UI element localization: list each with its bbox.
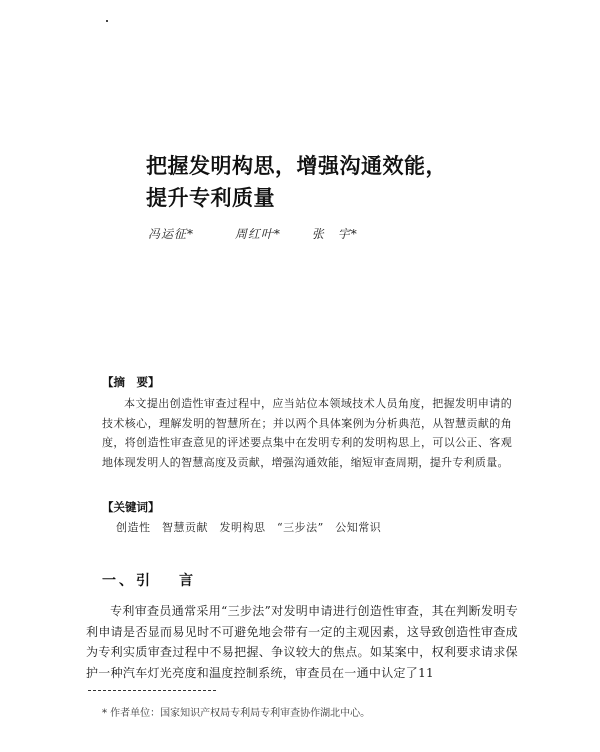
author-2: 周红叶* — [234, 227, 281, 241]
author-list — [148, 225, 358, 242]
author-1: 冯运征* — [148, 227, 195, 241]
abstract-text: 本文提出创造性审查过程中，应当站位本领域技术人员角度，把握发明申请的技术核心，理解发明的智慧所在；并以两个具体案例为分析典范，从智慧贡献的角度，将创造性审查意见的评述要点集中在发明专利的发明构思上，可以公正、客观地体现发明人的智慧高度及贡献，增强沟通效能，缩短审查周期，提升专利质量。 — [102, 397, 512, 469]
paper-title-line-1: 把握发明构思，增强沟通效能， — [146, 154, 447, 178]
paper-title-line-2: 提升专利质量 — [146, 186, 275, 210]
body-paragraph: 专利审查员通常采用“三步法”对发明申请进行创造性审查，其在判断发明专利申请是否显而易见时不可避免地会带有一定的主观因素，这导致创造性审查成为专利实质审查过程中不易把握、争议较大的焦点。如某案中，权利要求请求保护一种汽车灯光亮度和温度控制系统，审查员在一通中认定了11 — [86, 604, 518, 680]
author-3: 张 宇* — [311, 227, 358, 241]
section-number: 一、引 — [102, 573, 153, 589]
abstract-label: 【摘 要】 — [102, 375, 160, 389]
scan-mark — [106, 20, 108, 22]
paper-title — [146, 150, 506, 214]
footnote-divider — [88, 690, 216, 691]
keywords-label: 【关键词】 — [102, 500, 160, 514]
section-heading — [102, 570, 196, 590]
footnote: * 作者单位：国家知识产权局专利局专利审查协作湖北中心。 — [102, 708, 371, 719]
keywords-text: 创造性 智慧贡献 发明构思 “三步法” 公知常识 — [116, 521, 382, 534]
section-title-end: 言 — [179, 573, 196, 589]
